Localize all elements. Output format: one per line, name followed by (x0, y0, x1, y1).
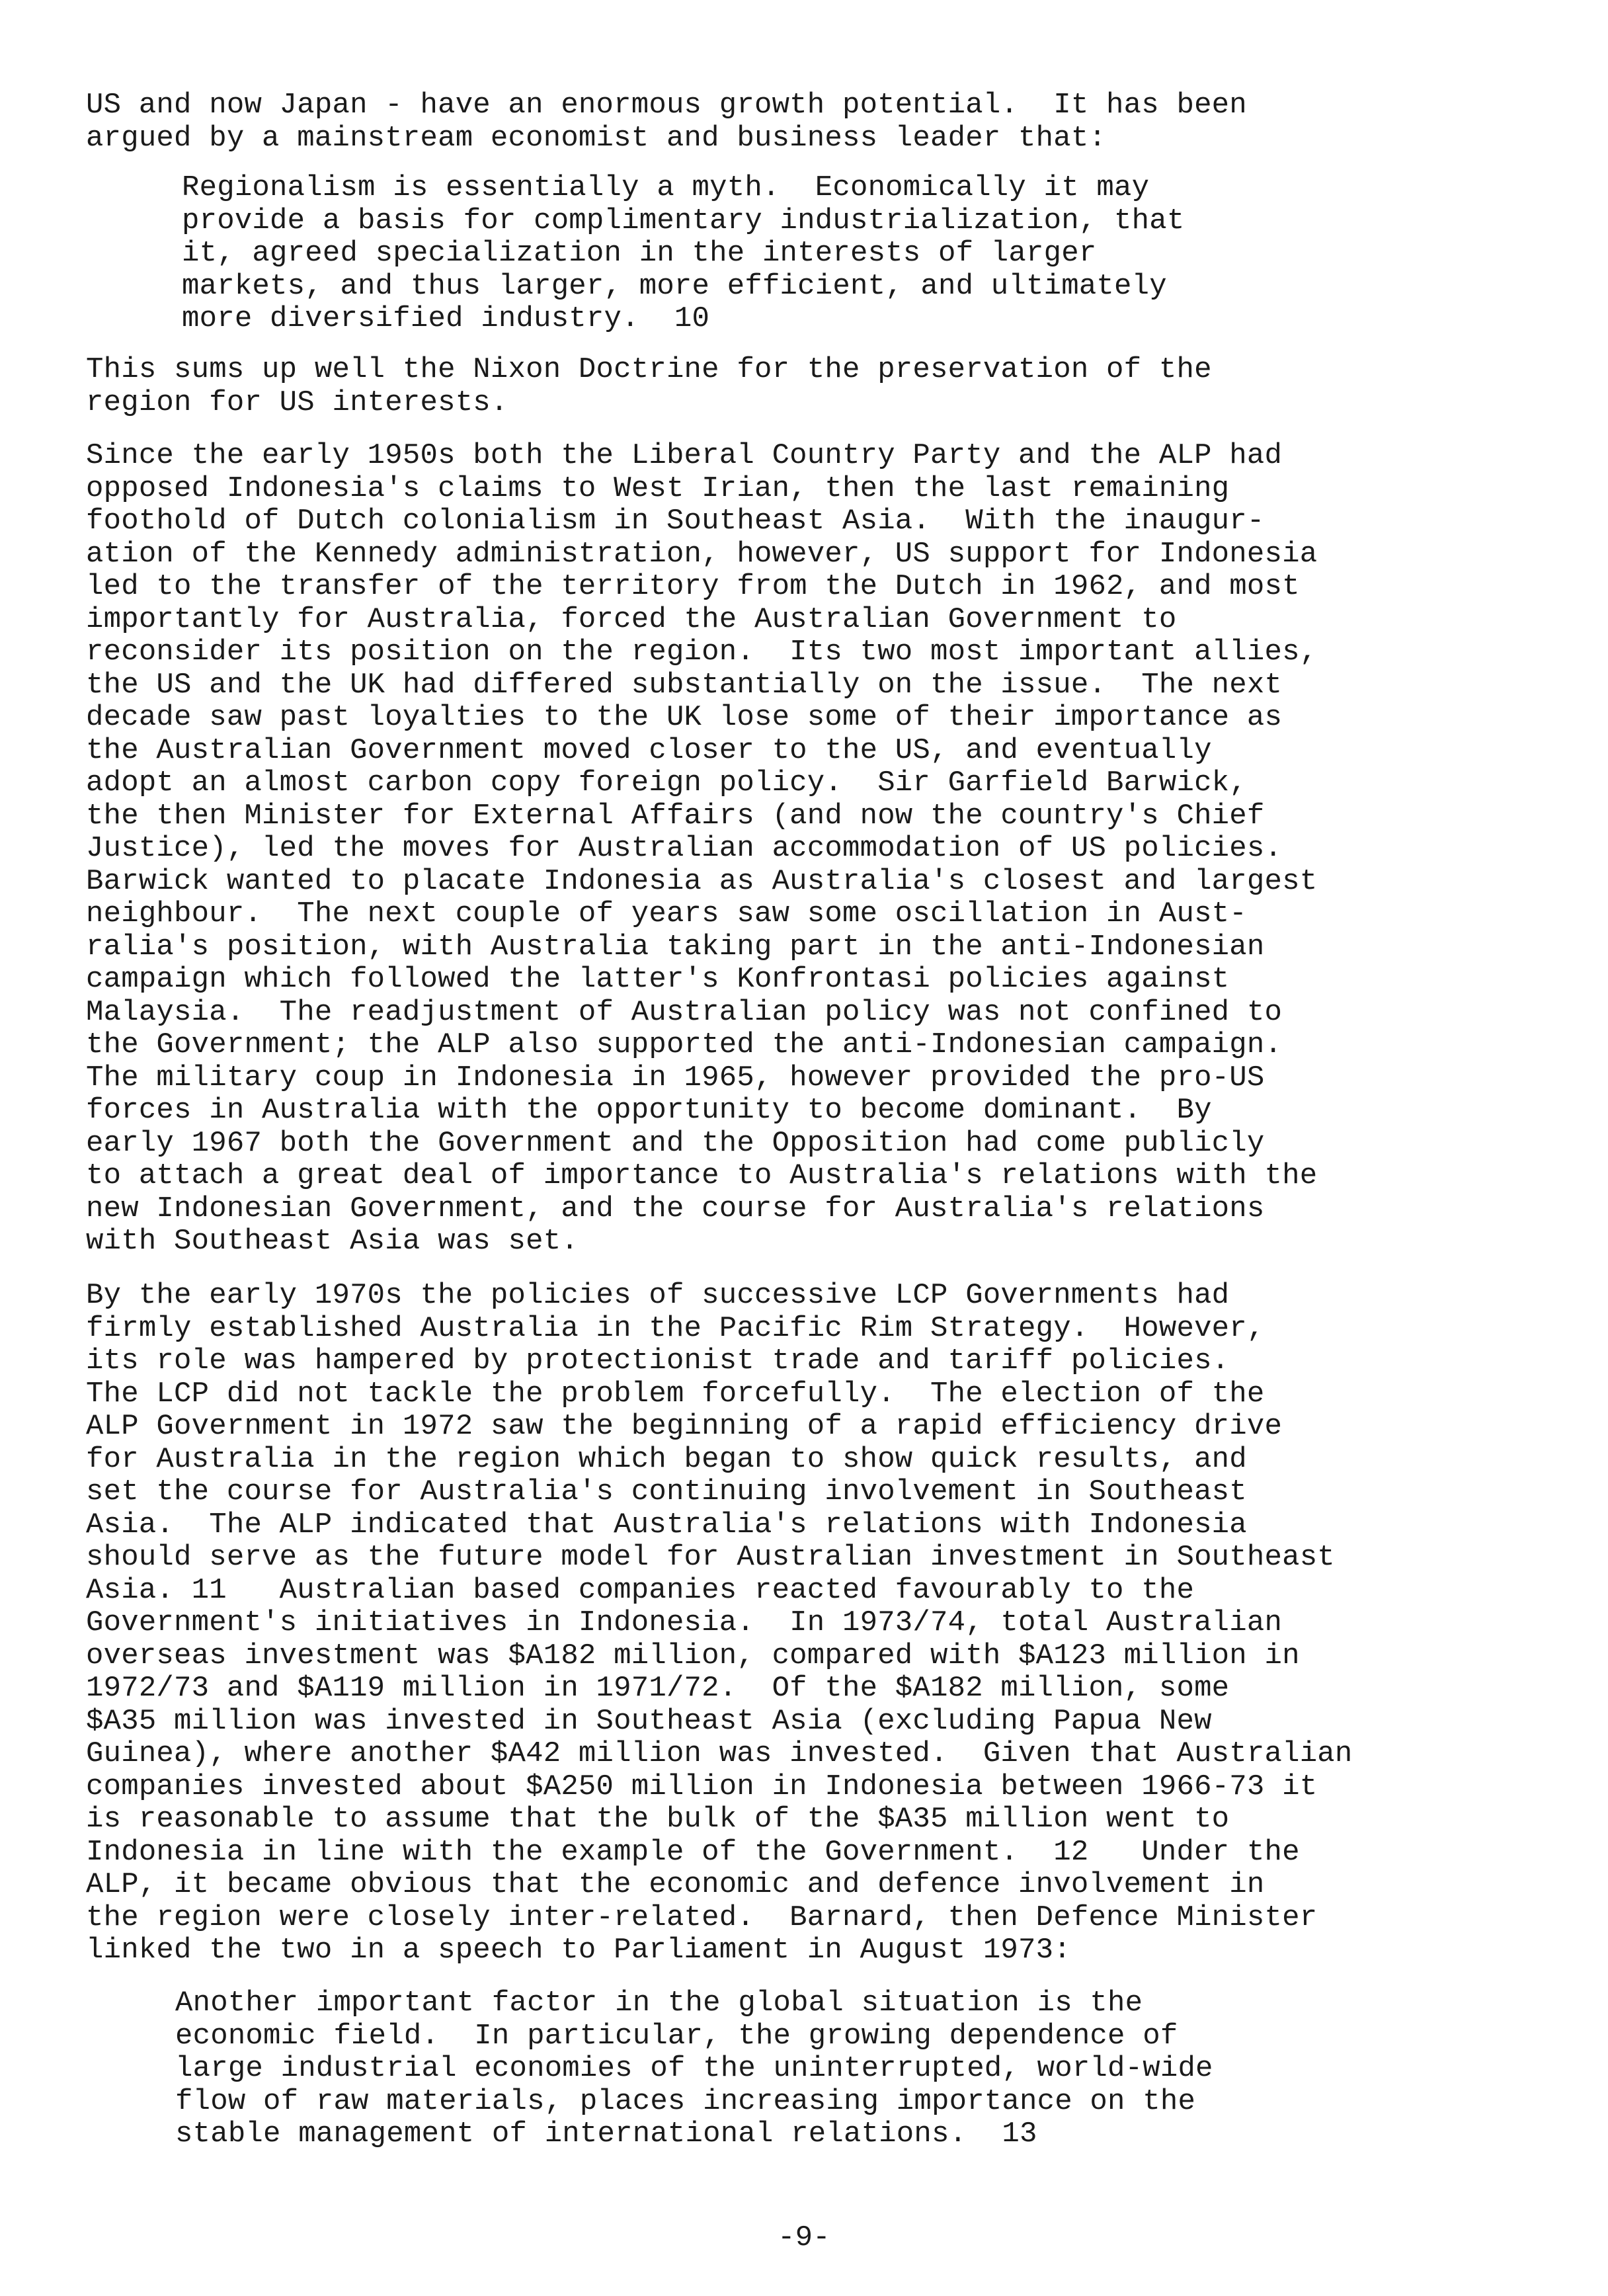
text-line: should serve as the future model for Australian investment in Southeast (86, 1541, 1335, 1574)
paragraph-early-1970s (86, 1280, 1501, 1967)
text-line: US and now Japan - have an enormous growth potential. It has been (86, 89, 1247, 122)
block-quote-barnard (175, 1987, 1431, 2151)
text-line: is reasonable to assume that the bulk of the $A35 million went to (86, 1803, 1230, 1836)
text-line: ation of the Kennedy administration, however, US support for Indonesia (86, 537, 1318, 571)
text-line: the US and the UK had differed substantially on the issue. The next (86, 668, 1283, 702)
text-line: importantly for Australia, forced the Australian Government to (86, 602, 1177, 636)
text-line: 1972/73 and $A119 million in 1971/72. Of the $A182 million, some (86, 1672, 1230, 1705)
text-line: early 1967 both the Government and the Opposition had come publicly (86, 1126, 1265, 1160)
text-line: ALP, it became obvious that the economic and defence involvement in (86, 1868, 1265, 1901)
text-line: opposed Indonesia's claims to West Irian, then the last remaining (86, 472, 1230, 505)
text-line: the region were closely inter-related. Barnard, then Defence Minister (86, 1901, 1318, 1934)
quote-line: Regionalism is essentially a myth. Economically it may (182, 171, 1150, 204)
text-line: Guinea), where another $A42 million was invested. Given that Australian (86, 1737, 1353, 1770)
quote-line: flow of raw materials, places increasing importance on the (175, 2084, 1196, 2118)
text-line: to attach a great deal of importance to Australia's relations with the (86, 1159, 1318, 1192)
text-line: Asia. The ALP indicated that Australia's relations with Indonesia (86, 1508, 1247, 1541)
text-line: Barwick wanted to placate Indonesia as Australia's closest and largest (86, 864, 1318, 898)
text-line: region for US interests. (86, 386, 508, 419)
text-line: The LCP did not tackle the problem forcefully. The election of the (86, 1377, 1265, 1411)
text-line: set the course for Australia's continuing involvement in Southeast (86, 1475, 1247, 1508)
text-line: foothold of Dutch colonialism in Southeast Asia. With the inaugur- (86, 505, 1265, 538)
text-line: By the early 1970s the policies of successive LCP Governments had (86, 1279, 1230, 1312)
paragraph-west-irian (86, 440, 1501, 1258)
text-line: the Australian Government moved closer to the US, and eventually (86, 733, 1212, 767)
text-line: reconsider its position on the region. Its two most important allies, (86, 636, 1318, 669)
text-line: Asia. 11 Australian based companies reacted favourably to the (86, 1573, 1195, 1607)
text-line: This sums up well the Nixon Doctrine for the preservation of the (86, 353, 1212, 386)
text-line: firmly established Australia in the Pacific Rim Strategy. However, (86, 1311, 1265, 1345)
text-line: The military coup in Indonesia in 1965, however provided the pro-US (86, 1061, 1265, 1094)
text-line: overseas investment was $A182 million, compared with $A123 million in (86, 1639, 1300, 1672)
text-line: ALP Government in 1972 saw the beginning of a rapid efficiency drive (86, 1410, 1283, 1443)
text-line: argued by a mainstream economist and business leader that: (86, 121, 1107, 155)
text-line: the Government; the ALP also supported the anti-Indonesian campaign. (86, 1028, 1283, 1061)
text-line: adopt an almost carbon copy foreign policy. Sir Garfield Barwick, (86, 766, 1247, 800)
block-quote-regionalism (182, 172, 1438, 336)
quote-line: it, agreed specialization in the interests of larger (182, 237, 1097, 270)
quote-line: Another important factor in the global situation is the (175, 1987, 1143, 2020)
text-line: forces in Australia with the opportunity to become dominant. By (86, 1094, 1212, 1127)
paragraph-intro (86, 89, 1501, 155)
quote-line: provide a basis for complimentary industrialization, that (182, 204, 1185, 237)
page-number: -9- (778, 2221, 830, 2254)
text-line: new Indonesian Government, and the course for Australia's relations (86, 1192, 1265, 1225)
text-line: led to the transfer of the territory from the Dutch in 1962, and most (86, 570, 1300, 603)
text-line: Indonesia in line with the example of the Government. 12 Under the (86, 1835, 1300, 1869)
text-line: neighbour. The next couple of years saw some oscillation in Aust- (86, 897, 1247, 930)
text-line: ralia's position, with Australia taking part in the anti-Indonesian (86, 930, 1265, 964)
quote-line: economic field. In particular, the growing dependence of (175, 2019, 1178, 2053)
text-line: the then Minister for External Affairs (and now the country's Chief (86, 799, 1265, 833)
text-line: decade saw past loyalties to the UK lose some of their importance as (86, 701, 1283, 734)
quote-line: large industrial economies of the uninterrupted, world-wide (175, 2052, 1213, 2085)
text-line: $A35 million was invested in Southeast Asia (excluding Papua New (86, 1704, 1212, 1738)
text-line: Justice), led the moves for Australian accommodation of US policies. (86, 832, 1283, 865)
paragraph-nixon-doctrine (86, 354, 1501, 419)
text-line: companies invested about $A250 million in Indonesia between 1966-73 it (86, 1770, 1318, 1803)
text-line: Government's initiatives in Indonesia. In 1973/74, total Australian (86, 1606, 1283, 1639)
quote-line: stable management of international relations. 13 (175, 2117, 1037, 2151)
quote-line: markets, and thus larger, more efficient, and ultimately (182, 269, 1167, 303)
text-line: linked the two in a speech to Parliament in August 1973: (86, 1934, 1071, 1967)
text-line: campaign which followed the latter's Konfrontasi policies against (86, 963, 1230, 996)
text-line: Since the early 1950s both the Liberal Country Party and the ALP had (86, 439, 1283, 472)
text-line: its role was hampered by protectionist trade and tariff policies. (86, 1344, 1230, 1377)
text-line: Malaysia. The readjustment of Australian policy was not confined to (86, 995, 1283, 1029)
text-line: with Southeast Asia was set. (86, 1225, 579, 1258)
quote-line: more diversified industry. 10 (182, 302, 710, 335)
text-line: for Australia in the region which began to show quick results, and (86, 1442, 1247, 1476)
